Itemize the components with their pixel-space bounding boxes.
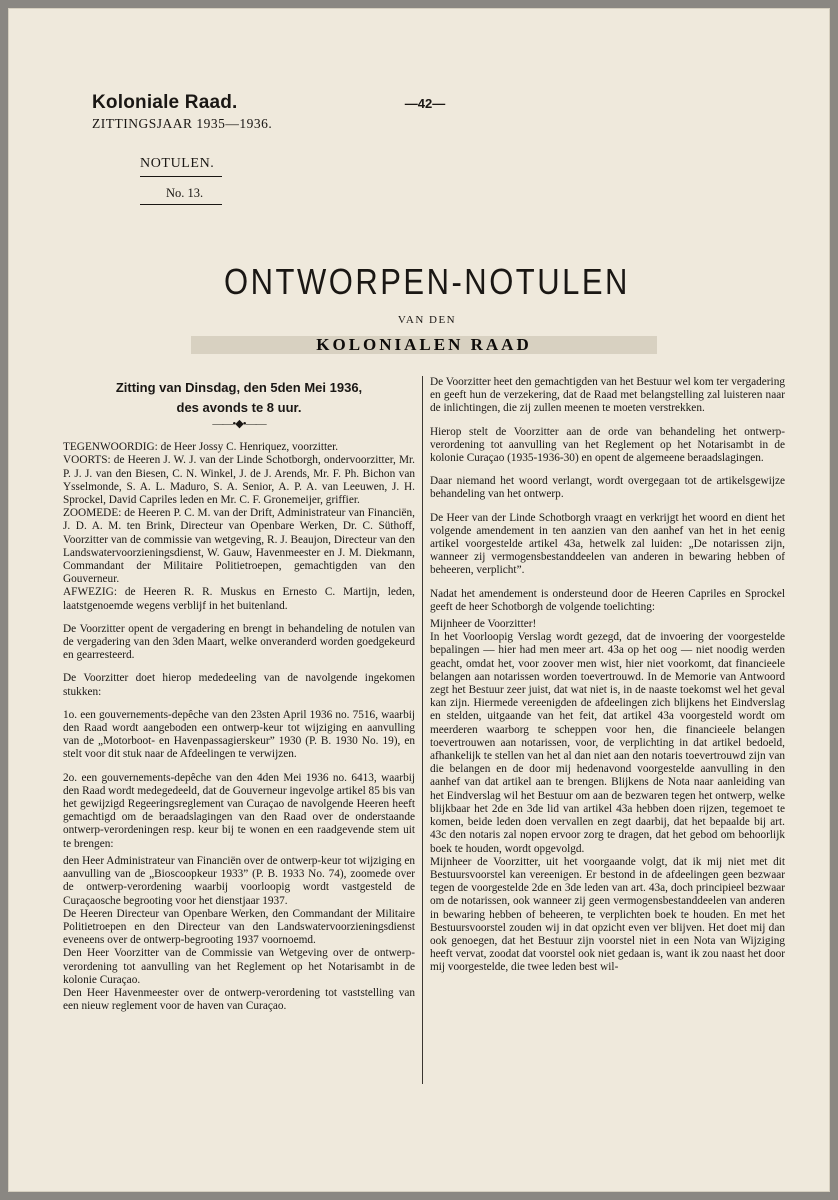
paragraph-speech-1: In het Voorloopig Verslag wordt gezegd, dat de invoering der voorgestelde bepalingen — hier had men meer art. 43a op het oog — niet noodig werden geacht, omdat het, voor zoover men wist, hier niet voorkomt, dat financieele belangen aan notarissen worden toevertrouwd. In de Memorie van Antwoord zegt het Bestuur zeer juist, dat wat niet is, in de naaste toekomst wel het geval kan zijn. Hiermede vereenigden de afdeelingen zich blijkens het Eindverslag en stelden, uitgaande van het feit, dat artikel 43a voorgesteld wordt om meerderen waarborg te scheppen voor hen, die financieele belangen toevertrouwen aan notarissen, voor, de verplichting in dat artikel bedoeld, afhankelijk te stellen van het al dan niet aan den notaris toevertrouwd zijn van die belangen en de door mij hedenavond voorgestelde aanvulling in den aanhef van dat artikel aan te brengen. Blijkens de Nota naar aanleiding van het Eindverslag wil het Bestuur om aan de bezwaren tegen het ontwerp, welke blijkbaar het 2de en 3de lid van artikel 43a hebben doen rijzen, tegemoet te komen, beide leden doen vervallen en zegt daarbij, dat het bepaalde bij art. 43c den notaris zal nopen ervoor zorg te dragen, dat het gebod om behoorlijk boek te houden, wordt opgevolgd. [430, 631, 785, 855]
masthead-rule-top [140, 176, 222, 177]
masthead-rule-bottom [140, 204, 222, 205]
left-column [63, 376, 415, 1013]
paragraph-item-2: 2o. een gouvernements-depêche van den 4den Mei 1936 no. 6413, waarbij den Raad wordt medegedeeld, dat de Gouverneur ingevolge artikel 85 bis van het gewijzigd Regeeringsreglement van Curaçao de navolgende Heeren heeft gemachtigd om de beraadslagingen van den Raad over de onderstaande ontwerp-verordeningen resp. keur bij te wonen en een raadgevende stem uit te brengen: [63, 771, 415, 850]
column-divider [422, 376, 423, 1084]
right-column [430, 376, 785, 975]
attendance-present: TEGENWOORDIG: de Heer Jossy C. Henriquez, voorzitter. [63, 441, 339, 454]
session-heading-line1: Zitting van Dinsdag, den 5den Mei 1936, [115, 380, 363, 395]
paragraph-opening: De Voorzitter opent de vergadering en brengt in behandeling de notulen van de vergadering van den 3den Maart, welke onveranderd worden goedgekeurd en gearresteerd. [63, 622, 415, 662]
paragraph-order: Hierop stelt de Voorzitter aan de orde van behandeling het ontwerp-verordening tot aanvulling van het Reglement op het Notarisambt in de kolonie Curaçao (1935-1936-30) en opent de algemeene beraadslagingen. [430, 425, 785, 465]
attendance-members: VOORTS: de Heeren J. W. J. van der Linde Schotborgh, ondervoorzitter, Mr. P. J. J. van den Biesen, C. N. Winkel, J. de J. Arends, Mr. F. Ph. Bichon van Ysselmonde, S. A. L. Maduro, S. A. Senior, A. P. A. van Leeuwen, J. H. Sprockel, David Capriles leden en Mr. C. F. Gronemeijer, griffier. [63, 454, 415, 507]
notulen-label: NOTULEN. [140, 156, 215, 171]
document-page [8, 8, 830, 1192]
paragraph-list-3: Den Heer Voorzitter van de Commissie van Wetgeving over de ontwerp-verordening tot aanvulling van het Reglement op het Notarisambt in de kolonie Curaçao. [63, 947, 415, 986]
paragraph-explanation: Nadat het amendement is ondersteund door de Heeren Capriles en Sprockel geeft de heer Schotborgh de volgende toelichting: [430, 587, 785, 613]
council-blackletter-heading: KOLONIALEN RAAD [191, 336, 657, 354]
masthead [92, 92, 332, 200]
document-title: ONTWORPEN-NOTULEN [224, 260, 630, 303]
council-name: Koloniale Raad. [92, 92, 238, 113]
paragraph-announcement: De Voorzitter doet hierop mededeeling van de navolgende ingekomen stukken: [63, 672, 415, 698]
paragraph-welcome: De Voorzitter heet den gemachtigden van het Bestuur wel kom ter vergadering en geeft hun de verzekering, dat de Raad met belangstelling zal luisteren naar de inlichtingen, die zij zullen meenen te moeten verstrekken. [430, 376, 785, 415]
paragraph-list-4: Den Heer Havenmeester over de ontwerp-verordening tot vaststelling van een nieuw reglement voor de haven van Curaçao. [63, 986, 415, 1013]
ornament-divider: ——•◆•—— [212, 418, 266, 430]
paragraph-item-1: 1o. een gouvernements-depêche van den 23sten April 1936 no. 7516, waarbij den Raad wordt aangeboden een ontwerp-keur tot wijziging en aanvulling van de „Motorboot- en Havenpassagierskeur” 1930 (P. B. 1930 No. 19), en stelt voor dit stuk naar de Afdeelingen te verwijzen. [63, 708, 415, 761]
paragraph-list-2: De Heeren Directeur van Openbare Werken, den Commandant der Militaire Politietroepen en den Directeur van den Landswatervoorzieningsdienst eveneens over de ontwerp-begrooting 1937 voornoemd. [63, 907, 415, 947]
title-van-den: VAN DEN [397, 314, 457, 326]
attendance-absent: AFWEZIG: de Heeren R. R. Muskus en Ernesto C. Martijn, leden, laatstgenoemde wegens verblijf in het buitenland. [63, 586, 415, 612]
paragraph-speech-2: Mijnheer de Voorzitter, uit het voorgaande volgt, dat ik mij niet met dit Bestuursvoorstel kan vereenigen. Er bestond in de afdeelingen geen bezwaar tegen de voorgestelde 2de en 3de leden van art. 43a, doch principieel bezwaar om de notarissen, ook wanneer zij geen vermogensbestanddeelen van anderen in bewaring hebben of beheeren, te verplichten boek te houden. En met het Bestuursvoorstel zouden wij in dat opzicht even ver blijven. Het doet mij dan ook genoegen, dat het Bestuur zijn voorstel niet in een Nota van Wijziging heeft vervat, zoodat dat voorstel ook niet gedaan is, want ik zou naast het door mij voorgestelde, die twee leden best wil- [430, 855, 785, 974]
paragraph-amendment: De Heer van der Linde Schotborgh vraagt en verkrijgt het woord en dient het volgende amendement in ten aanzien van den aanhef van het in het eenig artikel voorgestelde artikel 43a, hetwelk zal luiden: „De notarissen zijn, wanneer zij vermogensbestanddeelen van anderen in bewaring hebben of beheeren, verplicht”. [430, 511, 785, 577]
issue-number: No. 13. [166, 186, 204, 200]
session-year: ZITTINGSJAAR 1935—1936. [92, 116, 273, 131]
paragraph-articles: Daar niemand het woord verlangt, wordt overgegaan tot de artikelsgewijze behandeling van het ontwerp. [430, 475, 785, 501]
attendance-delegates: ZOOMEDE: de Heeren P. C. M. van der Drift, Administrateur van Financiën, J. D. A. M. ten Brink, Directeur van Openbare Werken, Dr. C. Süthoff, Voorzitter van de commissie van wetgeving, R. J. Beaujon, Directeur van den Landswatervoorzieningsdienst, W. Gauw, Havenmeester en J. M. Diekmann, Commandant der Militaire Politietroepen, gemachtigden van den Gouverneur. [63, 507, 415, 586]
page-number: —42— [404, 96, 446, 111]
paragraph-address: Mijnheer de Voorzitter! [430, 618, 537, 631]
paragraph-list-1: den Heer Administrateur van Financiën over de ontwerp-keur tot wijziging en aanvulling van de „Bioscoopkeur 1933” (P. B. 1933 No. 74), zoomede over de ontwerp-verordening waarbij voorloopig wordt vastgesteld de Curaçaosche begrooting voor het dienstjaar 1937. [63, 854, 415, 907]
session-heading-line2: des avonds te 8 uur. [176, 400, 302, 415]
